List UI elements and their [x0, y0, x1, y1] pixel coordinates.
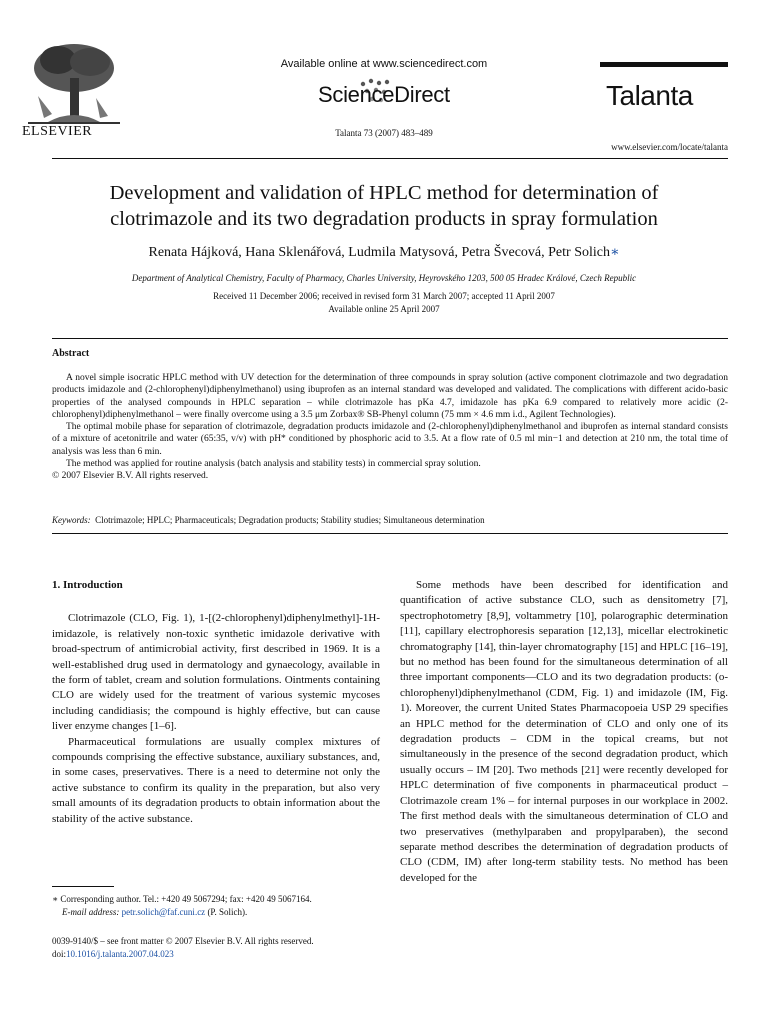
doi-link[interactable]: 10.1016/j.talanta.2007.04.023 — [66, 948, 174, 959]
abstract-paragraph-1: A novel simple isocratic HPLC method with UV detection for the determination of three compounds in spray solution (active component clotrimazole and two degradation products imidazole and (2-chlorophenyl)diphenylmethanol) using ibuprofen as an internal standard was developed and validated. The complications with different acido-basic properties of the analysed compounds in HPLC separation – while clotrimazole has pKa 4.7, imidazole has pKa 6.9 compared to relatively more acidic (2-chlorophenyl)diphenylmethanol – were finally overcome using a 3.5 μm Zorbax® SB-Phenyl column (75 mm × 4.6 mm i.d., Agilent Technologies). — [52, 373, 728, 420]
footnote-rule — [52, 886, 114, 887]
sciencedirect-wordmark: ScienceDirect — [318, 82, 450, 107]
abstract-paragraph-2: The optimal mobile phase for separation of clotrimazole, degradation products imidazole and (2-chlorophenyl)diphenylmethanol and ibuprofen as internal standard consists of a mixture of acetonitrile and water (65:35, v/v) with pH* conditioned by phosphoric acid to 3.5. At a flow rate of 0.5 ml min−1 and detection at 210 nm, the total time of analysis was less than 6 min. — [52, 422, 728, 457]
authors-text: Renata Hájková, Hana Sklenářová, Ludmila Matysová, Petra Švecová, Petr Solich — [148, 245, 610, 260]
email-suffix: (P. Solich). — [207, 906, 248, 917]
corresponding-author-mark[interactable]: ∗ — [609, 245, 620, 260]
article-title — [40, 180, 728, 232]
abstract-paragraph-3: The method was applied for routine analysis (batch analysis and stability tests) in commercial spray solution. — [66, 459, 481, 470]
intro-paragraph-1: Clotrimazole (CLO, Fig. 1), 1-[(2-chlorophenyl)diphenylmethyl]-1H-imidazole, is relatively non-toxic synthetic imidazole derivative with broad-spectrum of antimicrobial activity, first described in 1969. It is a well-established drug used in dermatology and gynaecology, available in the form of tablet, cream and solution formulations. Ointments containing CLO are widely used for the treatment of various systemic mycoses including candidiasis; the compound is highly effective, but can cause liver enzyme changes [1–6]. — [52, 612, 380, 733]
journal-title-rule — [600, 62, 728, 67]
issn-line: 0039-9140/$ – see front matter © 2007 Elsevier B.V. All rights reserved. — [52, 936, 314, 946]
affiliation: Department of Analytical Chemistry, Faculty of Pharmacy, Charles University, Heyrovského 1203, 500 05 Hradec Králové, Czech Republic — [131, 273, 637, 283]
corresponding-author-footnote — [52, 893, 382, 918]
intro-paragraph-2: Pharmaceutical formulations are usually complex mixtures of compounds comprising the effective substance, auxiliary substances, and, in some cases, preservatives. There is a need to determine not only the active substance to confirm its quality in the preparation, but also very small amounts of its degradation products to obtain information about the stability of the active substance. — [52, 735, 380, 825]
left-column — [52, 578, 380, 827]
email-link[interactable]: petr.solich@faf.cuni.cz — [121, 906, 206, 917]
journal-name: Talanta — [606, 80, 693, 111]
keywords-line — [52, 515, 728, 525]
header-divider — [52, 158, 728, 159]
right-column — [400, 578, 728, 886]
publisher-name: ELSEVIER — [22, 124, 93, 139]
keywords-label: Keywords: — [52, 515, 91, 525]
right-paragraph-1: Some methods have been described for identification and quantification of active substance CLO, such as densitometry [7], spectrophotometry [8,9], voltammetry [10], polarographic determination [11], capillary electrophoresis separation [12,13], micellar electrokinetic chromatography [14], thin-layer chromatography [15] and HPLC [16–19], but no method has been found for the simultaneous determination of all three important components—CLO and its two degradation products: (o-chlorophenyl)diphenylmethanol (CDM, Fig. 1) and imidazole (IM, Fig. 1). Moreover, the current United States Pharmacopoeia USP 29 specifies an HPLC method for the determination of CLO and only one of its degradation products – CDM in the topical creams, but not simultaneously in the presence of the second degradation product, which usually occurs – IM [20]. Two methods [21] were recently developed for HPLC determination of five components in pharmaceutical product – Clotrimazole cream 1% – for internal purposes in our workplace in 2002. The first method deals with the simultaneous determination of CLO and two preservatives (methylparaben and propylparaben), the second separate method describes the determination of degradation products of CLO (CDM, IM) after long-term stability tests. No method has been developed for the — [400, 579, 728, 884]
keywords-text: Clotrimazole; HPLC; Pharmaceuticals; Degradation products; Stability studies; Simultaneous determination — [95, 515, 485, 525]
doi-label: doi: — [52, 948, 67, 959]
email-label: E-mail address: — [62, 906, 120, 917]
footnote-contact: ∗ Corresponding author. Tel.: +420 49 5067294; fax: +420 49 5067164. — [52, 894, 312, 904]
available-online-banner: Available online at www.sciencedirect.com — [280, 58, 488, 70]
journal-url-link[interactable]: www.elsevier.com/locate/talanta — [611, 142, 728, 152]
abstract-copyright: © 2007 Elsevier B.V. All rights reserved. — [52, 471, 209, 482]
abstract-top-divider — [52, 338, 728, 339]
section-heading-introduction: 1. Introduction — [52, 579, 123, 591]
author-list — [40, 244, 728, 261]
abstract-heading: Abstract — [52, 348, 90, 359]
issn-block — [52, 935, 382, 960]
elsevier-tree-logo — [28, 38, 120, 130]
title-line-1: Development and validation of HPLC method for determination of — [109, 182, 659, 204]
title-line-2: clotrimazole and its two degradation products in spray formulation — [110, 208, 658, 230]
received-dates: Received 11 December 2006; received in revised form 31 March 2007; accepted 11 April 2007 — [213, 291, 555, 301]
abstract-body — [52, 372, 728, 483]
journal-citation: Talanta 73 (2007) 483–489 — [335, 128, 433, 138]
available-online-date: Available online 25 April 2007 — [328, 304, 440, 314]
abstract-bottom-divider — [52, 533, 728, 534]
